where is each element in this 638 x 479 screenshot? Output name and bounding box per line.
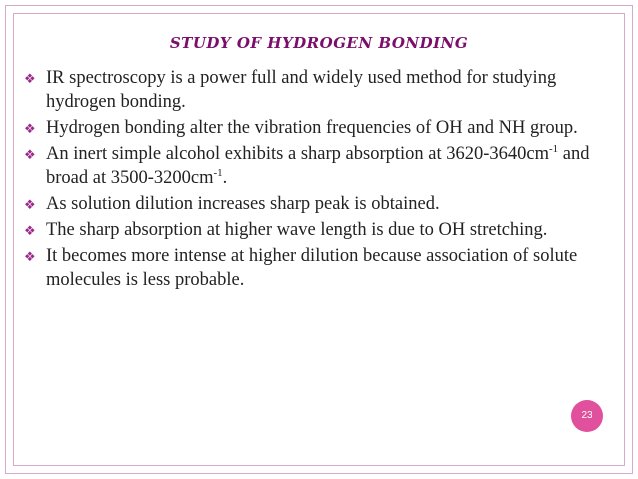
bullet-item [24,66,622,114]
diamond-bullet-icon: ❖ [24,197,36,212]
diamond-bullet-icon: ❖ [24,71,36,86]
bullet-text: It becomes more intense at higher dilution because association of solute molecules is less probable. [46,246,578,290]
superscript: -1 [549,142,559,155]
bullet-item [24,142,622,190]
bullet-text: An inert simple alcohol exhibits a sharp absorption at $3620-3640cm^{-1}$ and broad at $3500-3200cm^{-1}$. [46,142,590,188]
bullet-item [24,192,622,216]
diamond-bullet-icon: ❖ [24,147,36,162]
page-number-badge: 23 [571,400,603,432]
bullet-item [24,218,622,242]
diamond-bullet-icon: ❖ [24,249,36,264]
diamond-bullet-icon: ❖ [24,121,36,136]
bullet-list [24,66,622,294]
slide-title: STUDY OF HYDROGEN BONDING [169,34,469,52]
bullet-item [24,116,622,140]
bullet-text: As solution dilution increases sharp peak is obtained. [46,194,440,214]
bullet-item [24,244,622,292]
bullet-text: IR spectroscopy is a power full and widely used method for studying hydrogen bonding. [46,68,557,112]
diamond-bullet-icon: ❖ [24,223,36,238]
bullet-text: The sharp absorption at higher wave length is due to OH stretching. [46,220,548,240]
bullet-text: Hydrogen bonding alter the vibration frequencies of OH and NH group. [46,118,578,138]
superscript: -1 [213,166,223,179]
